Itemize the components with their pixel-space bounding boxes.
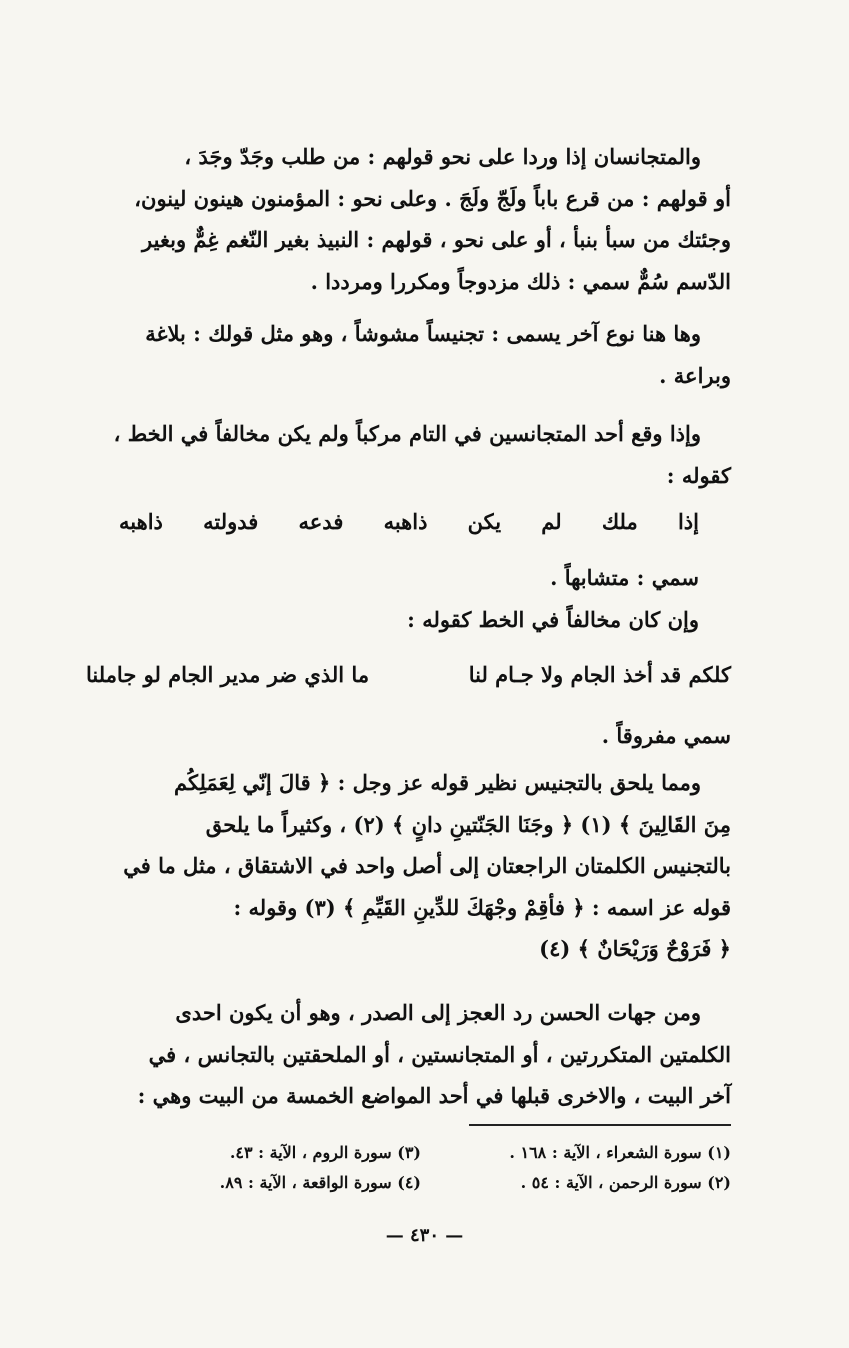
text-line: ومن جهات الحسن رد العجز إلى الصدر ، وهو أن يكون احدى	[175, 1000, 701, 1025]
verse-word: يكن	[467, 509, 502, 534]
text-line: ﴿ فَرَوْحٌ وَرَيْحَانٌ ﴾ (٤)	[539, 936, 731, 961]
text-line: كقوله :	[666, 462, 731, 488]
hemistich-first: كلكم قد أخذ الجام ولا جـام لنا	[468, 662, 731, 687]
paragraph-radd-al-ajz	[86, 992, 731, 1117]
paragraph-murakkab	[86, 413, 731, 496]
text-line: وبراعة .	[659, 362, 731, 388]
text-line: مِنَ القَالِينَ ﴾ (١) ﴿ وجَنَا الجَنّتينِ دانٍ ﴾ (٢) ، وكثيراً ما يلحق	[205, 811, 731, 837]
footnote-2: (٢) سورة الرحمن ، الآية : ٥٤ .	[520, 1173, 731, 1192]
verse-word: ذاهبه	[119, 509, 163, 534]
line-mukhalif: وإن كان مخالفاً في الخط كقوله :	[407, 607, 699, 632]
text-line: بالتجنيس الكلمتان الراجعتان إلى أصل واحد في الاشتقاق ، مثل ما في	[123, 853, 731, 878]
text-line: والمتجانسان إذا وردا على نحو قولهم : من طلب وجَدّ وجَدَ ،	[184, 144, 701, 169]
label-mafruq: سمي مفروقاً .	[601, 723, 731, 748]
verse-word: فدعه	[298, 509, 344, 534]
text-line: أو قولهم : من قرع باباً ولَجّ ولَجَ . وعلى نحو : المؤمنون هينون لينون،	[134, 185, 731, 211]
text-line: وجئتك من سبأ بنبأ ، أو على نحو ، قولهم : النبيذ بغير النّغم غِمٌّ وبغير	[142, 227, 731, 252]
text-line: وها هنا نوع آخر يسمى : تجنيساً مشوشاً ، وهو مثل قولك : بلاغة	[145, 321, 701, 346]
text-line: وإذا وقع أحد المتجانسين في التام مركباً ولم يكن مخالفاً في الخط ،	[113, 421, 701, 446]
footnote-4: (٤) سورة الواقعة ، الآية : ٨٩.	[219, 1173, 421, 1192]
verse-word: لم	[541, 509, 562, 534]
text-line: الكلمتين المتكررتين ، أو المتجانستين ، أو الملحقتين بالتجانس ، في	[148, 1041, 731, 1067]
verse-word: فدولته	[203, 509, 259, 534]
text-line: الدّسم سُمٌّ سمي : ذلك مزدوجاً ومكررا ومرددا .	[310, 268, 731, 294]
paragraph-mulhaq	[86, 762, 731, 970]
footnotes	[111, 1138, 731, 1198]
hemistich-second: ما الذي ضر مدير الجام لو جاملنا	[86, 662, 370, 687]
verse-word: ذاهبه	[383, 509, 428, 534]
text-line: قوله عز اسمه : ﴿ فأقِمْ وجْهَكَ للدِّينِ القَيِّمِ ﴾ (٣) وقوله :	[233, 894, 731, 920]
label-mutashabih: سمي : متشابهاً .	[550, 565, 699, 590]
footnote-divider	[469, 1124, 731, 1126]
footnote-3: (٣) سورة الروم ، الآية : ٤٣.	[229, 1143, 421, 1162]
poetry-verse-2	[86, 655, 731, 695]
paragraph-tajnis-mushawash	[86, 313, 731, 396]
text-line: ومما يلحق بالتجنيس نظير قوله عز وجل : ﴿ قالَ إنّي لِعَمَلِكُم	[173, 770, 701, 795]
footnote-1: (١) سورة الشعراء ، الآية : ١٦٨ .	[509, 1143, 731, 1162]
verse-word: ملك	[601, 509, 638, 534]
verse-word: إذا	[677, 509, 699, 534]
page-number: — ٤٣٠ —	[385, 1225, 464, 1246]
poetry-verse-1	[119, 502, 699, 542]
text-line: آخر البيت ، والاخرى قبلها في أحد المواضع الخمسة من البيت وهي :	[137, 1083, 731, 1108]
paragraph-mutajanisan	[86, 136, 731, 302]
